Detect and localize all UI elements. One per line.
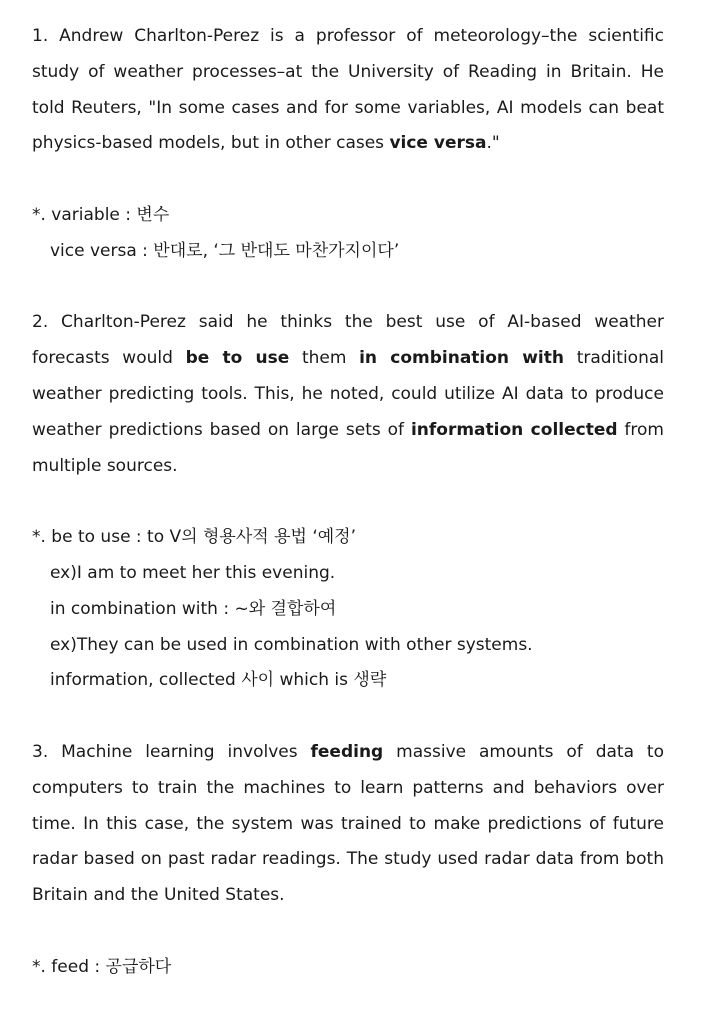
vocab-note: vice versa : 반대로, ‘그 반대도 마찬가지이다’ — [50, 240, 400, 261]
paragraph-2-text: them — [289, 348, 360, 369]
paragraph-1-text: 1. Andrew Charlton-Perez is a professor of meteorology–the scientific study of weather processes–at the University of Reading in Britain. He told Reuters, "In some cases and for some variables, AI models can beat physics-based models, but in other cases — [32, 26, 664, 154]
paragraph-1-text-end: ." — [486, 133, 500, 154]
example-sentence: ex)I am to meet her this evening. — [50, 562, 336, 583]
paragraph-2 — [32, 305, 664, 484]
paragraph-2-text: 2. Charlton-Perez said he thinks the best use of AI-based weather forecasts would — [32, 312, 664, 369]
paragraph-1 — [32, 19, 664, 162]
spacer — [32, 162, 664, 198]
keyword-in-combination-with: in combination with — [359, 348, 564, 369]
document-page — [32, 19, 664, 986]
vocab-note: information, collected 사이 which is 생략 — [50, 670, 387, 691]
keyword-information-collected: information collected — [410, 419, 618, 440]
vocab-note: *. feed : 공급하다 — [32, 956, 172, 977]
vocab-notes-1 — [32, 198, 664, 270]
spacer — [32, 699, 664, 735]
spacer — [32, 484, 664, 520]
vocab-notes-3 — [32, 950, 664, 986]
keyword-vice-versa: vice versa — [389, 133, 487, 154]
spacer — [32, 270, 664, 306]
paragraph-3-text-end: massive amounts of data to computers to train the machines to learn patterns and behaviors over time. In this case, the system was trained to make predictions of future radar based on past radar readings. The study used radar data from both Britain and the United States. — [32, 741, 664, 906]
vocab-note: *. variable : 변수 — [32, 204, 170, 225]
spacer — [32, 914, 664, 950]
vocab-notes-2 — [32, 520, 664, 699]
vocab-note: in combination with : ~와 결합하여 — [50, 598, 337, 619]
vocab-note: *. be to use : to V의 형용사적 용법 ‘예정’ — [32, 527, 356, 548]
keyword-be-to-use: be to use — [185, 348, 290, 369]
paragraph-2-text-end: from multiple sources. — [32, 419, 664, 476]
keyword-feeding: feeding — [310, 741, 384, 762]
paragraph-3 — [32, 735, 664, 914]
example-sentence: ex)They can be used in combination with other systems. — [50, 634, 533, 655]
paragraph-2-text: traditional weather predicting tools. This, he noted, could utilize AI data to produce weather predictions based on large sets of — [32, 348, 664, 440]
paragraph-3-text: 3. Machine learning involves — [32, 741, 311, 762]
